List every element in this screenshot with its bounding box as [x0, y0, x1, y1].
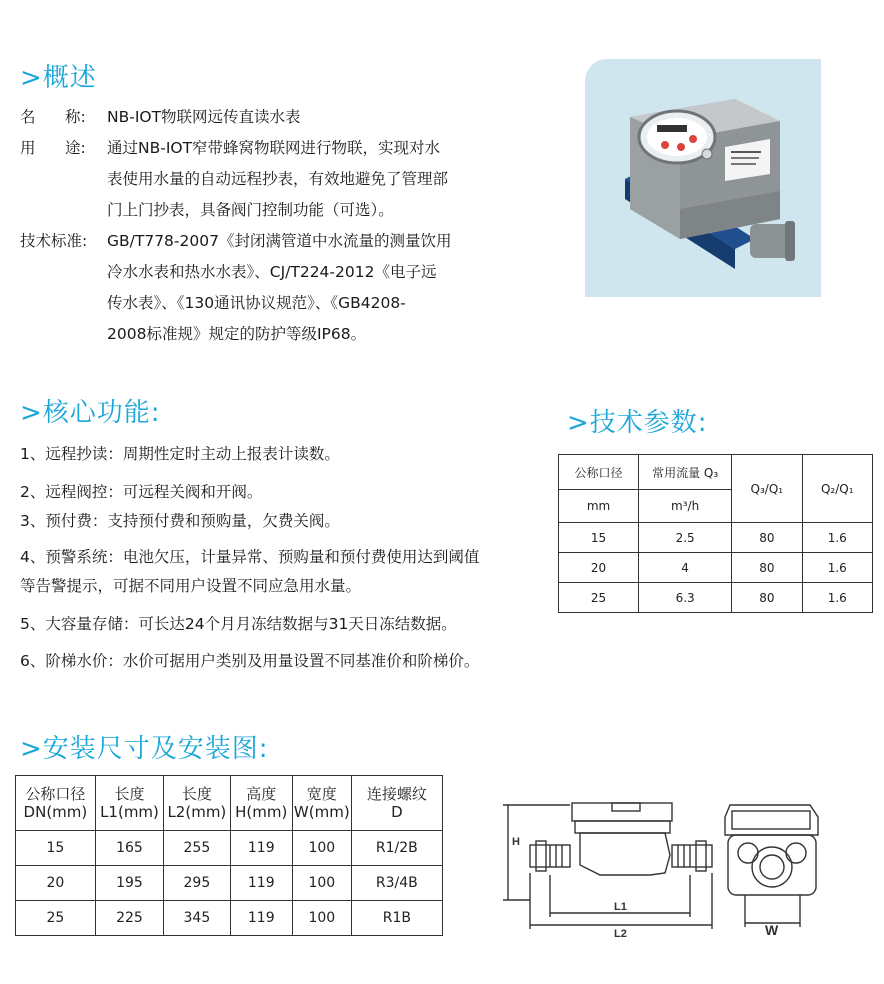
tech-params-table — [558, 454, 873, 613]
cell: 15 — [559, 523, 639, 553]
col-thread — [351, 776, 442, 831]
cell: 119 — [230, 866, 292, 901]
water-meter-image — [585, 59, 821, 297]
cell: 25 — [16, 901, 96, 936]
header-line: L1(mm) — [100, 803, 159, 821]
table-row — [16, 831, 443, 866]
header-line: 高度 — [246, 785, 277, 803]
unit-mm: mm — [559, 490, 639, 523]
unit-m3h: m³/h — [639, 490, 732, 523]
header-line: W(mm) — [293, 803, 350, 821]
col-dn — [16, 776, 96, 831]
name-label-2: 称: — [65, 108, 86, 126]
cell: 15 — [16, 831, 96, 866]
tech-heading: >技术参数: — [567, 408, 708, 438]
feature-item: 4、预警系统：电池欠压，计量异常、预购量和预付费使用达到阈值 — [20, 548, 480, 566]
col-q3q1: Q₃/Q₁ — [732, 455, 802, 523]
cell: 295 — [164, 866, 230, 901]
cell: 165 — [95, 831, 163, 866]
use-line: 门上门抄表，具备阀门控制功能（可选）。 — [107, 201, 394, 219]
table-row — [559, 523, 873, 553]
col-h — [230, 776, 292, 831]
overview-heading: >概述 — [20, 63, 97, 93]
table-row — [16, 866, 443, 901]
cell: 80 — [732, 523, 802, 553]
col-q2q1: Q₂/Q₁ — [802, 455, 872, 523]
cell: 20 — [16, 866, 96, 901]
standard-line: 传水表》、《130通讯协议规范》、《GB4208- — [107, 294, 406, 312]
header-line: D — [391, 803, 403, 821]
feature-item: 6、阶梯水价：水价可据用户类别及用量设置不同基准价和阶梯价。 — [20, 652, 480, 670]
cell: 100 — [292, 831, 351, 866]
header-line: 公称口径 — [25, 785, 86, 803]
cell: R1/2B — [351, 831, 442, 866]
use-label-1: 用 — [20, 139, 36, 157]
cell: 80 — [732, 553, 802, 583]
standard-line: 冷水水表和热水水表》、CJ/T224-2012《电子远 — [107, 263, 437, 281]
cell: 195 — [95, 866, 163, 901]
use-line: 通过NB-IOT窄带蜂窝物联网进行物联，实现对水 — [107, 139, 441, 157]
product-photo — [585, 59, 821, 297]
cell: 1.6 — [802, 583, 872, 613]
overview-use-row — [20, 133, 440, 164]
meter-dimension-drawing — [500, 795, 850, 945]
cell: R1B — [351, 901, 442, 936]
cell: 100 — [292, 901, 351, 936]
dim-label-l1: L1 — [614, 901, 627, 913]
cell: 100 — [292, 866, 351, 901]
cell: 1.6 — [802, 523, 872, 553]
standard-line: 2008标准规》规定的防护等级IP68。 — [107, 325, 367, 343]
table-row — [559, 583, 873, 613]
cell: 1.6 — [802, 553, 872, 583]
cell: 6.3 — [639, 583, 732, 613]
col-l2 — [164, 776, 230, 831]
header-line: H(mm) — [235, 803, 288, 821]
cell: 119 — [230, 901, 292, 936]
use-label-2: 途: — [65, 139, 86, 157]
cell: 119 — [230, 831, 292, 866]
feature-item: 1、远程抄读：周期性定时主动上报表计读数。 — [20, 445, 340, 463]
install-heading: >安装尺寸及安装图: — [20, 734, 269, 764]
dim-label-l2: L2 — [614, 928, 627, 940]
install-dimensions-table — [15, 775, 443, 936]
header-line: 长度 — [114, 785, 145, 803]
feature-item: 3、预付费：支持预付费和预购量，欠费关阀。 — [20, 512, 340, 530]
cell: 20 — [559, 553, 639, 583]
feature-item: 5、大容量存储：可长达24个月月冻结数据与31天日冻结数据。 — [20, 615, 457, 633]
cell: 80 — [732, 583, 802, 613]
overview-name-row — [20, 102, 301, 133]
cell: 4 — [639, 553, 732, 583]
core-heading: >核心功能: — [20, 398, 161, 428]
feature-item: 等告警提示，可据不同用户设置不同应急用水量。 — [20, 577, 362, 595]
installation-diagram — [500, 795, 850, 945]
cell: 345 — [164, 901, 230, 936]
header-line: DN(mm) — [23, 803, 88, 821]
overview-standard-row — [20, 226, 451, 257]
header-line: 连接螺纹 — [366, 785, 427, 803]
header-line: 宽度 — [306, 785, 337, 803]
name-label-1: 名 — [20, 108, 36, 126]
dim-label-w: W — [765, 922, 779, 938]
table-row — [559, 553, 873, 583]
product-name: NB-IOT物联网远传直读水表 — [107, 108, 301, 126]
table-header-row — [16, 776, 443, 831]
col-flow-rate: 常用流量 Q₃ — [639, 455, 732, 490]
cell: 255 — [164, 831, 230, 866]
header-line: 长度 — [181, 785, 212, 803]
col-l1 — [95, 776, 163, 831]
standard-label: 技术标准: — [20, 232, 88, 250]
feature-item: 2、远程阀控：可远程关阀和开阀。 — [20, 483, 263, 501]
dim-label-h: H — [512, 836, 520, 848]
use-line: 表使用水量的自动远程抄表，有效地避免了管理部 — [107, 170, 449, 188]
table-row — [16, 901, 443, 936]
col-w — [292, 776, 351, 831]
header-line: L2(mm) — [167, 803, 227, 821]
cell: 2.5 — [639, 523, 732, 553]
cell: 225 — [95, 901, 163, 936]
cell: 25 — [559, 583, 639, 613]
col-nominal-diameter: 公称口径 — [559, 455, 639, 490]
standard-line: GB/T778-2007《封闭满管道中水流量的测量饮用 — [107, 232, 452, 250]
cell: R3/4B — [351, 866, 442, 901]
